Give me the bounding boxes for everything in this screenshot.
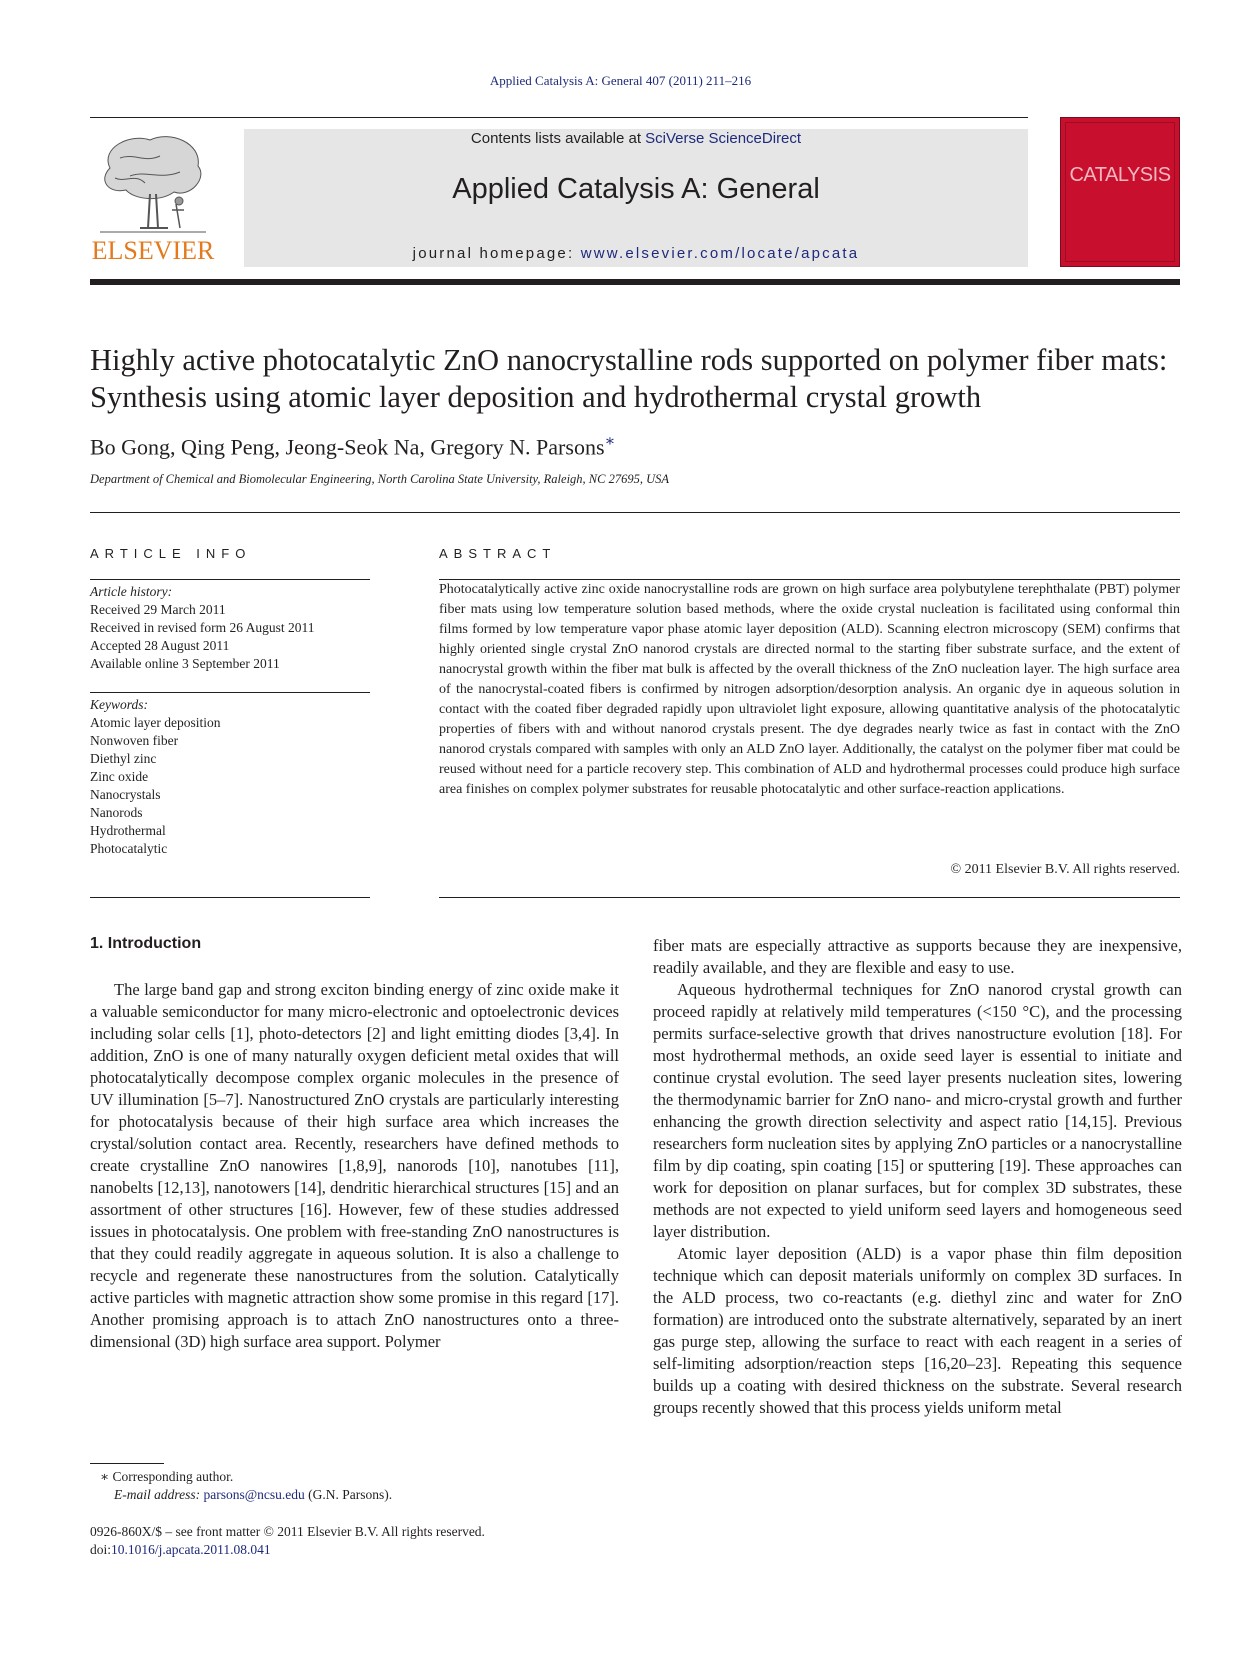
keyword-item: Nonwoven fiber	[90, 733, 179, 748]
issn-line: 0926-860X/$ – see front matter © 2011 Elsevier B.V. All rights reserved.	[90, 1524, 485, 1539]
keywords-rule	[90, 692, 370, 693]
article-info-bottom-rule	[90, 897, 370, 898]
elsevier-logo[interactable]	[90, 128, 216, 268]
abstract-text: Photocatalytically active zinc oxide nanocrystalline rods are grown on high surface area polybutylene terephthalate (PBT) polymer fiber mats using low temperature solution based methods, where the oxide crystal nucleation is facilitated using conformal thin films formed by low temperature vapor phase atomic layer deposition (ALD). Scanning electron microscopy (SEM) confirms that highly oriented single crystal ZnO nanorod crystals are directed normal to the starting fiber substrate surface, and the extent of nanocrystal growth within the fiber mat bulk is affected by the overall thickness of the ZnO nucleation layer. The high surface area of the nanocrystal-coated fibers is confirmed by nitrogen adsorption/desorption analysis. An organic dye in aqueous solution in contact with the coated fiber degraded rapidly upon ultraviolet light exposure, allowing quantitative analysis of the photocatalytic properties of fibers with and without nanorod crystals present. The dye degrades nearly twice as fast in contact with the ZnO nanorod crystals compared with samples with only an ALD ZnO layer. Additionally, the catalyst on the polymer fiber mat could be reused without need for a particle recovery step. This combination of ALD and hydrothermal processes could produce high surface area finishes on complex polymer substrates for reusable photocatalytic and other surface-reaction applications.	[439, 582, 1180, 797]
header-rule	[90, 117, 1028, 118]
history-label: Article history:	[90, 584, 173, 599]
keyword-item: Hydrothermal	[90, 823, 166, 838]
journal-cover-thumbnail[interactable]	[1060, 117, 1180, 267]
keyword-item: Photocatalytic	[90, 841, 168, 856]
intro-left-column	[90, 979, 619, 1353]
article-info-heading: ARTICLE INFO	[90, 546, 252, 561]
homepage-prefix: journal homepage:	[412, 245, 581, 262]
keyword-item: Zinc oxide	[90, 769, 149, 784]
corresponding-author-footnote	[100, 1468, 392, 1504]
intro-paragraph: Atomic layer deposition (ALD) is a vapor phase thin film deposition technique which can deposit materials uniformly on complex 3D surfaces. In the ALD process, two co-reactants (e.g. diethyl zinc and water for ZnO formation) are introduced onto the substrate alternatively, separated by an inert gas purge step, allowing the surface to react with each reagent in a series of self-limiting adsorption/reaction steps [16,20–23]. Repeating this sequence builds up a coating with desired thickness on the substrate. Several research groups recently showed that this process yields uniform metal	[653, 1244, 1182, 1417]
history-item: Accepted 28 August 2011	[90, 638, 230, 653]
masthead-bottom-rule	[90, 279, 1180, 285]
contents-prefix: Contents lists available at	[470, 130, 646, 147]
introduction-heading: 1. Introduction	[90, 935, 202, 952]
intro-paragraph: The large band gap and strong exciton binding energy of zinc oxide make it a valuable semiconductor for many micro-electronic and optoelectronic devices including solar cells [1], photo-detectors [2] and light emitting diodes [3,4]. In addition, ZnO is one of many naturally oxygen deficient metal oxides that will photocatalytically decompose complex organic molecules in the presence of UV illumination [5–7]. Nanostructured ZnO crystals are particularly interesting for photocatalysis because of their high surface area which increases the crystal/solution contact area. Recently, researchers have defined methods to create crystalline ZnO nanowires [1,8,9], nanorods [10], nanotubes [11], nanobelts [12,13], nanotowers [14], dendritic hierarchical structures [15] and an assortment of other structures [16]. However, few of these studies addressed issues in photocatalysis. One problem with free-standing ZnO nanostructures is that they could readily aggregate in aqueous solution. It is also a challenge to recycle and regenerate these nanostructures from the solution. Catalytically active particles with magnetic attraction show some promise in this regard [17]. Another promising approach is to attach ZnO nanostructures onto a three-dimensional (3D) high surface area support. Polymer	[90, 980, 619, 1351]
keywords-label: Keywords:	[90, 697, 148, 712]
homepage-line	[244, 245, 1028, 262]
abstract-heading: ABSTRACT	[439, 546, 557, 561]
cover-frame	[1065, 122, 1175, 262]
elsevier-wordmark: ELSEVIER	[91, 236, 215, 265]
article-info-rule	[90, 579, 370, 580]
cover-title: CATALYSIS	[1069, 164, 1171, 186]
corresponding-author-label: ∗ Corresponding author.	[100, 1469, 234, 1484]
abstract-copyright: © 2011 Elsevier B.V. All rights reserved.	[950, 862, 1180, 877]
corresponding-author-mark[interactable]: ∗	[604, 433, 616, 450]
contents-line	[244, 129, 1028, 149]
keyword-item: Nanorods	[90, 805, 143, 820]
history-item: Available online 3 September 2011	[90, 656, 280, 671]
homepage-link[interactable]: www.elsevier.com/locate/apcata	[580, 245, 860, 262]
keyword-item: Diethyl zinc	[90, 751, 157, 766]
email-suffix: (G.N. Parsons).	[304, 1487, 393, 1502]
page-footer	[90, 1523, 485, 1559]
keyword-item: Nanocrystals	[90, 787, 161, 802]
email-line	[100, 1486, 392, 1504]
journal-title: Applied Catalysis A: General	[452, 173, 820, 205]
history-item: Received in revised form 26 August 2011	[90, 620, 315, 635]
journal-citation[interactable]: Applied Catalysis A: General 407 (2011) 211–216	[489, 73, 752, 88]
author-affiliation: Department of Chemical and Biomolecular Engineering, North Carolina State University, Raleigh, NC 27695, USA	[90, 472, 669, 486]
footnote-rule	[90, 1463, 164, 1464]
affiliation-rule	[90, 512, 1180, 513]
keyword-item: Atomic layer deposition	[90, 715, 221, 730]
intro-right-column	[653, 935, 1182, 1419]
article-title: Highly active photocatalytic ZnO nanocrystalline rods supported on polymer fiber mats: Synthesis using atomic layer deposition and hydrothermal crystal growth	[90, 343, 1168, 414]
doi-label: doi:	[90, 1542, 112, 1557]
journal-masthead	[244, 129, 1028, 267]
sciencedirect-link[interactable]: SciVerse ScienceDirect	[645, 130, 802, 147]
article-history	[90, 583, 370, 673]
author-list	[90, 431, 615, 460]
email-label: E-mail address:	[114, 1487, 201, 1502]
email-link[interactable]: parsons@ncsu.edu	[203, 1487, 305, 1502]
intro-paragraph: Aqueous hydrothermal techniques for ZnO nanorod crystal growth can proceed rapidly at relatively mild temperatures (<150 °C), and the processing permits surface-selective growth that drives nanostructure evolution [18]. For most hydrothermal methods, an oxide seed layer is essential to initiate and continue crystal evolution. The seed layer presents nucleation sites, lowering the thermodynamic barrier for ZnO nano- and micro-crystal growth and further enhancing the growth direction selectivity and aspect ratio [14,15]. Previous researchers form nucleation sites by applying ZnO particles or a nanocrystalline film by dip coating, spin coating [15] or sputtering [19]. These approaches can work for deposition on planar surfaces, but for complex 3D substrates, these methods are not expected to yield uniform seed layers and homogeneous seed layer distribution.	[653, 980, 1182, 1241]
history-item: Received 29 March 2011	[90, 602, 226, 617]
doi-line	[90, 1541, 485, 1559]
intro-paragraph: fiber mats are especially attractive as supports because they are inexpensive, readily available, and they are flexible and easy to use.	[653, 936, 1182, 977]
elsevier-tree-icon	[90, 128, 216, 238]
author-names: Bo Gong, Qing Peng, Jeong-Seok Na, Gregory N. Parsons	[90, 434, 605, 460]
doi-link[interactable]: 10.1016/j.apcata.2011.08.041	[111, 1542, 271, 1557]
keywords-list	[90, 696, 370, 858]
abstract-bottom-rule	[439, 897, 1180, 898]
